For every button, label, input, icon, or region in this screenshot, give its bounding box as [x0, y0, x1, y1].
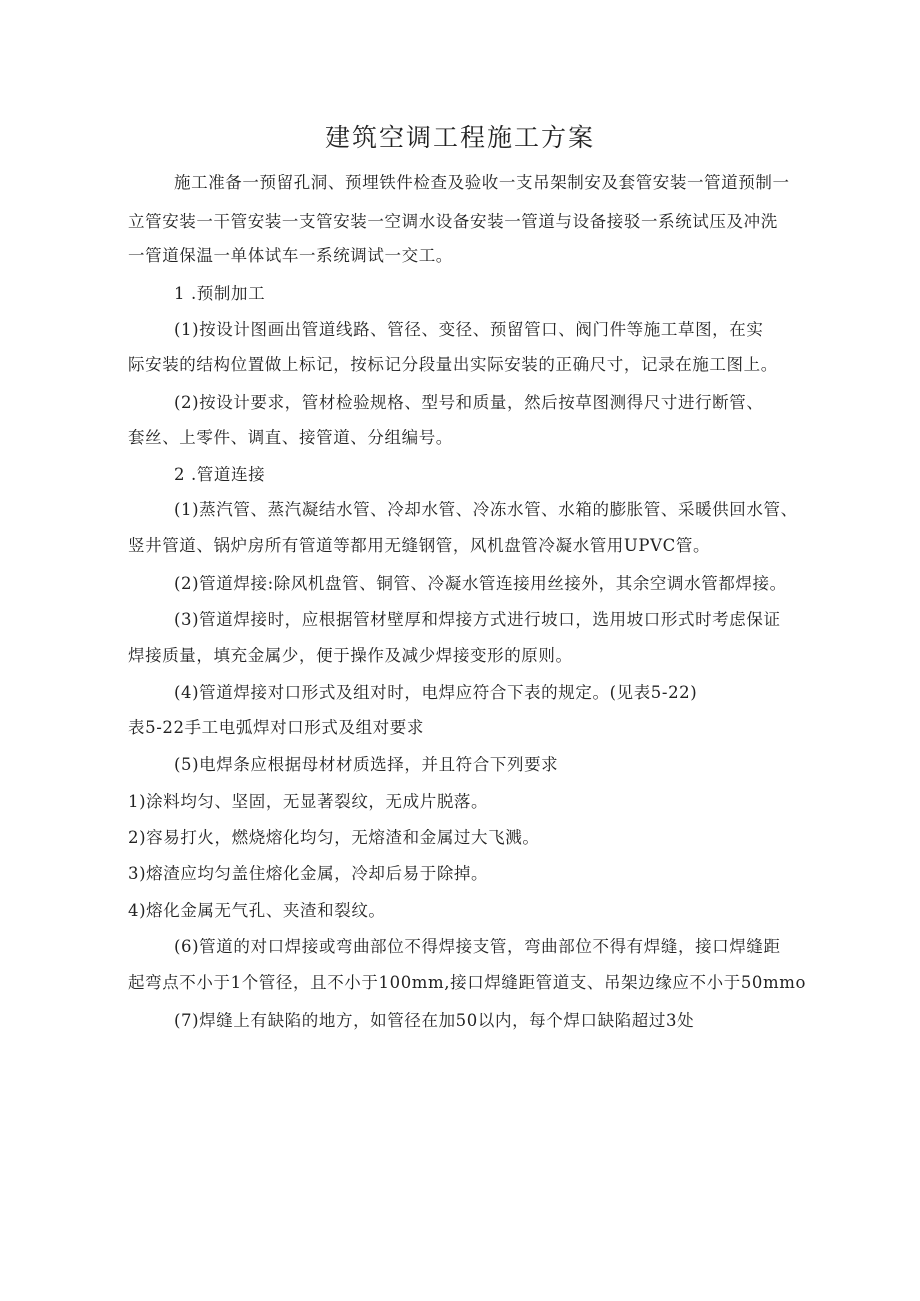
table-caption: 表5-22手工电弧焊对口形式及组对要求	[128, 718, 424, 737]
paragraph-line: 焊接质量，填充金属少，便于操作及减少焊接变形的原则。	[128, 646, 573, 665]
paragraph-line: 立管安装一干管安装一支管安装一空调水设备安装一管道与设备接驳一系统试压及冲洗	[128, 212, 778, 231]
paragraph-line: (3)管道焊接时，应根据管材壁厚和焊接方式进行坡口，选用坡口形式时考虑保证	[174, 610, 781, 629]
paragraph-line: (7)焊缝上有缺陷的地方，如管径在加50以内，每个焊口缺陷超过3处	[174, 1011, 695, 1030]
paragraph-line: 套丝、上零件、调直、接管道、分组编号。	[128, 428, 453, 447]
section-heading: 1 .预制加工	[174, 284, 266, 303]
list-item: 4)熔化金属无气孔、夹渣和裂纹。	[128, 901, 386, 920]
paragraph-line: (2)按设计要求，管材检验规格、型号和质量，然后按草图测得尺寸进行断管、	[174, 393, 764, 412]
document-title: 建筑空调工程施工方案	[324, 123, 595, 152]
paragraph-line: 起弯点不小于1个管径，且不小于100mm,接口焊缝距管道支、吊架边缘应不小于50mmo	[128, 973, 807, 992]
paragraph-line: (1)蒸汽管、蒸汽凝结水管、冷却水管、冷冻水管、水箱的膨胀管、采暖供回水管、	[174, 500, 798, 519]
paragraph-line: (4)管道焊接对口形式及组对时，电焊应符合下表的规定。(见表5-22)	[174, 683, 698, 702]
section-heading: 2 .管道连接	[174, 465, 266, 484]
paragraph-line: (2)管道焊接:除风机盘管、铜管、冷凝水管连接用丝接外，其余空调水管都焊接。	[174, 574, 787, 593]
paragraph-line: (5)电焊条应根据母材材质选择，并且符合下列要求	[174, 755, 559, 774]
list-item: 2)容易打火，燃烧熔化均匀，无熔渣和金属过大飞溅。	[128, 828, 540, 847]
paragraph-line: (6)管道的对口焊接或弯曲部位不得焊接支管，弯曲部位不得有焊缝，接口焊缝距	[174, 937, 781, 956]
list-item: 1)涂料均匀、坚固，无显著裂纹，无成片脱落。	[128, 792, 489, 811]
paragraph-line: 际安装的结构位置做上标记，按标记分段量出实际安装的正确尺寸，记录在施工图上。	[128, 355, 778, 374]
paragraph-line: 竖井管道、锅炉房所有管道等都用无缝钢管，风机盘管冷凝水管用UPVC管。	[128, 536, 711, 555]
paragraph-line: 一管道保温一单体试车一系统调试一交工。	[128, 246, 453, 265]
paragraph-line: 施工准备一预留孔洞、预埋铁件检查及验收一支吊架制安及套管安装一管道预制一	[174, 173, 790, 192]
paragraph-line: (1)按设计图画出管道线路、管径、变径、预留管口、阀门件等施工草图，在实	[174, 320, 764, 339]
list-item: 3)熔渣应均匀盖住熔化金属，冷却后易于除掉。	[128, 864, 489, 883]
